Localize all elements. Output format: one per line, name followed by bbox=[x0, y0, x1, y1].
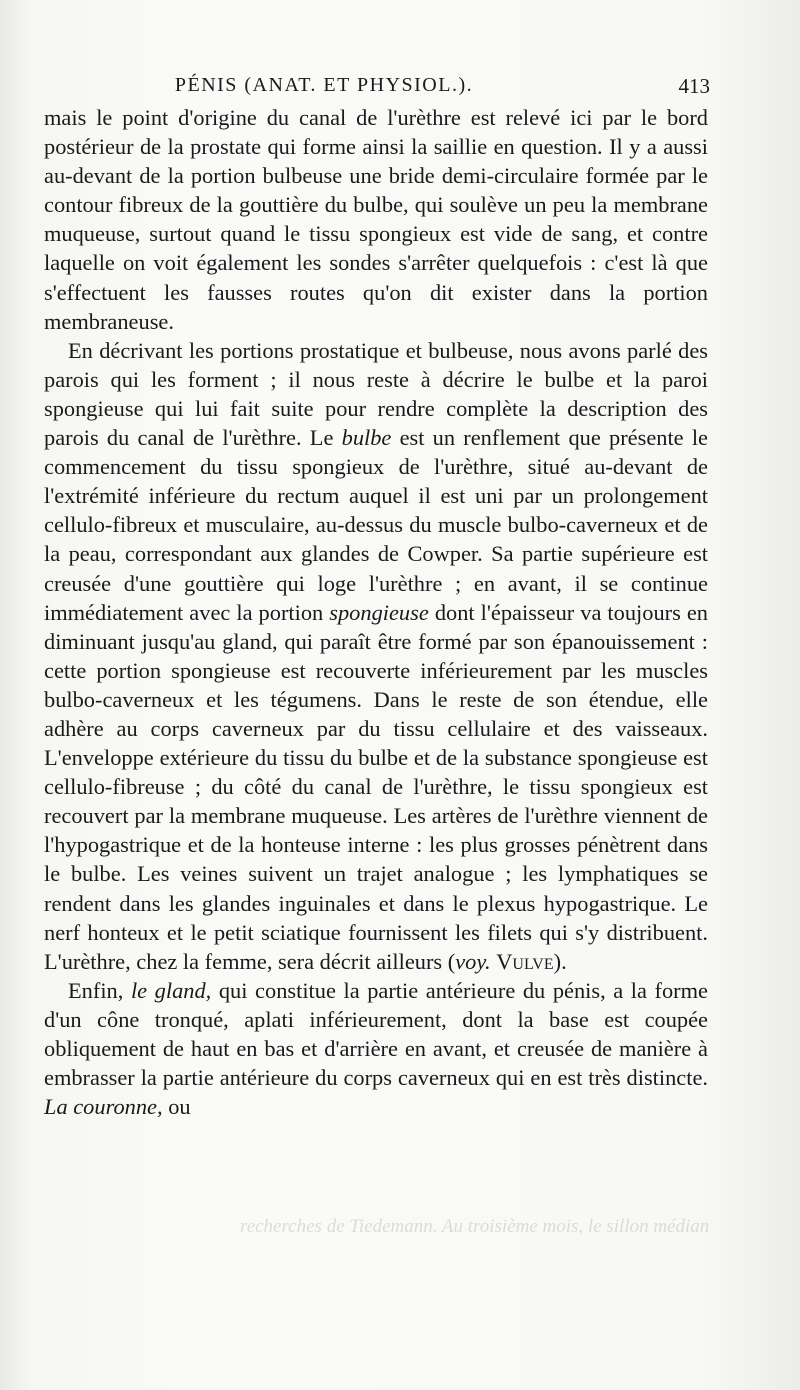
term-la-couronne: La couronne, bbox=[44, 1094, 163, 1120]
body-text bbox=[44, 103, 708, 1121]
running-title: PÉNIS (ANAT. ET PHYSIOL.). bbox=[174, 74, 474, 96]
paragraph-bulbe bbox=[44, 336, 708, 976]
page-number: 413 bbox=[678, 74, 710, 98]
paragraph-text: En décrivant les portions prostatique et bulbeuse, nous avons parlé des parois qui les forment ; il nous reste à décrire le bulbe et la paroi spongieuse qui lui fait suite pour rendre complète la description des parois du canal de l'urèthre. Le bbox=[44, 337, 708, 451]
paragraph-text: mais le point d'origine du canal de l'urèthre est relevé ici par le bord postérieur de la prostate qui forme ainsi la saillie en question. Il y a aussi au-devant de la portion bulbeuse une bride demi-circulaire formée par le contour fibreux de la gouttière du bulbe, qui soulève un peu la membrane muqueuse, surtout quand le tissu spongieux est vide de sang, et contre laquelle on voit également les sondes s'arrêter quelquefois : c'est là que s'effectuent les fausses routes qu'on dit exister dans la portion membraneuse. bbox=[44, 105, 708, 334]
term-bulbe: bulbe bbox=[341, 425, 392, 451]
paragraph-gland bbox=[44, 976, 708, 1121]
paragraph-text: qui constitue la partie antérieure du pénis, a la forme d'un cône tronqué, aplati inférieurement, dont la base est coupée obliquement de haut en bas et d'arrière en avant, et creusée de manière à embrasser la partie antérieure du corps caverneux qui en est très distincte. bbox=[44, 977, 708, 1091]
term-le-gland: le gland, bbox=[130, 977, 212, 1003]
paragraph-continuation bbox=[44, 103, 708, 336]
paragraph-text: ou bbox=[162, 1094, 191, 1120]
paragraph-text: Enfin, bbox=[68, 977, 131, 1003]
cross-reference-vulve: Vulve bbox=[496, 948, 554, 974]
cross-reference-voy: voy. bbox=[455, 948, 491, 974]
page-header bbox=[44, 74, 710, 100]
bleed-through-text: recherches de Tiedemann. Au troisième mois, le sillon médian bbox=[240, 1216, 710, 1237]
paragraph-text: ). bbox=[553, 948, 567, 974]
term-spongieuse: spongieuse bbox=[329, 599, 429, 625]
paragraph-text: dont l'épaisseur va toujours en diminuant jusqu'au gland, qui paraît être formé par son épanouissement : cette portion spongieuse est recouverte inférieurement par les muscles bulbo-caverneux et les tégumens. Dans le reste de son étendue, elle adhère au corps caverneux par du tissu cellulaire et des vaisseaux. L'enveloppe extérieure du tissu du bulbe et de la substance spongieuse est cellulo-fibreuse ; du côté du canal de l'urèthre, le tissu spongieux est recouvert par la membrane muqueuse. Les artères de l'urèthre viennent de l'hypogastrique et de la honteuse interne : les plus grosses pénètrent dans le bulbe. Les veines suivent un trajet analogue ; les lymphatiques se rendent dans les glandes inguinales et dans le plexus hypogastrique. Le nerf honteux et le petit sciatique fournissent les filets qui s'y distribuent. L'urèthre, chez la femme, sera décrit ailleurs ( bbox=[44, 599, 708, 974]
paragraph-text: est un renflement que présente le commencement du tissu spongieux de l'urèthre, situé au-devant de l'extrémité inférieure du rectum auquel il est uni par un prolongement cellulo-fibreux et musculaire, au-dessus du muscle bulbo-caverneux et de la peau, correspondant aux glandes de Cowper. Sa partie supérieure est creusée d'une gouttière qui loge l'urèthre ; en avant, il se continue immédiatement avec la portion bbox=[44, 425, 708, 625]
